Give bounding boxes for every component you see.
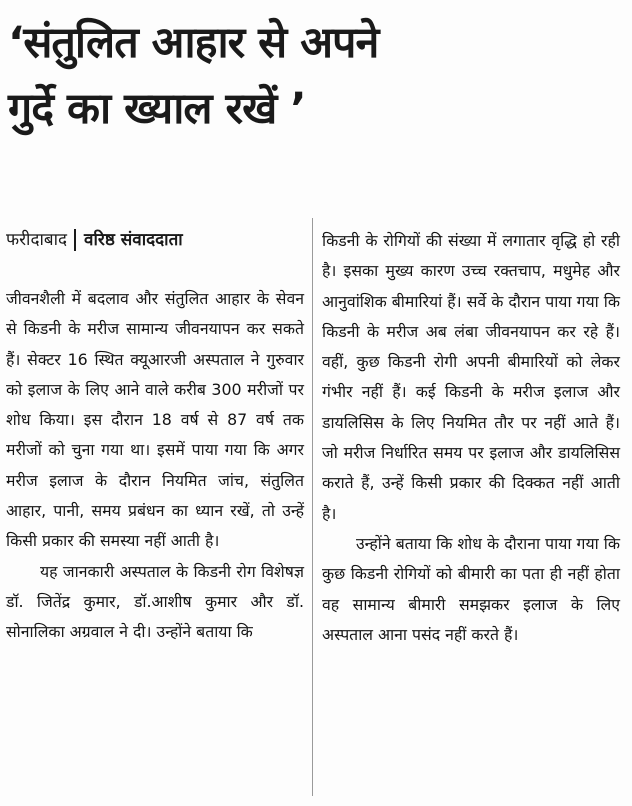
column-divider: [312, 218, 313, 796]
dateline-place: फरीदाबाद: [6, 230, 68, 250]
byline: [6, 227, 306, 253]
headline-line-2: गुर्दे का ख्याल रखें ’: [8, 84, 306, 134]
article-column-right: [322, 226, 620, 650]
article-paragraph: किडनी के रोगियों की संख्या में लगातार वृद्धि हो रही है। इसका मुख्य कारण उच्च रक्तचाप, मधुमेह और आनुवांशिक बीमारियां हैं। सर्वे के दौरान पाया गया कि किडनी के मरीज अब लंबा जीवनयापन कर रहे हैं। वहीं, कुछ किडनी रोगी अपनी बीमारियों को लेकर गंभीर नहीं हैं। कई किडनी के मरीज इलाज और डायलिसिस के लिए नियमित तौर पर नहीं आते हैं। जो मरीज निर्धारित समय पर इलाज और डायलिसिस कराते हैं, उन्हें किसी प्रकार की दिक्कत नहीं आती है।: [322, 231, 620, 523]
byline-separator: [74, 229, 76, 251]
headline: [8, 10, 624, 142]
article-column-left: [6, 284, 304, 648]
article-paragraph: उन्होंने बताया कि शोध के दौराना पाया गया कि कुछ किडनी रोगियों को बीमारी का पता ही नहीं होता वह सामान्य बीमारी समझकर इलाज के लिए अस्पताल आना पसंद नहीं करते हैं।: [322, 533, 620, 644]
article-paragraph: यह जानकारी अस्पताल के किडनी रोग विशेषज्ञ डॉ. जितेंद्र कुमार, डॉ.आशीष कुमार और डॉ. सोनालिका अग्रवाल ने दी। उन्होंने बताया कि: [6, 561, 304, 642]
article-paragraph: जीवनशैली में बदलाव और संतुलित आहार के सेवन से किडनी के मरीज सामान्य जीवनयापन कर सकते हैं। सेक्टर 16 स्थित क्यूआरजी अस्पताल ने गुरुवार को इलाज के लिए आने वाले करीब 300 मरीजों पर शोध किया। इस दौरान 18 वर्ष से 87 वर्ष तक मरीजों को चुना गया था। इसमें पाया गया कि अगर मरीज इलाज के दौरान नियमित जांच, संतुलित आहार, पानी, समय प्रबंधन का ध्यान रखें, तो उन्हें किसी प्रकार की समस्या नहीं आती है।: [6, 289, 304, 551]
reporter-credit: वरिष्ठ संवाददाता: [84, 230, 183, 250]
headline-line-1: ‘संतुलित आहार से अपने: [8, 18, 379, 68]
